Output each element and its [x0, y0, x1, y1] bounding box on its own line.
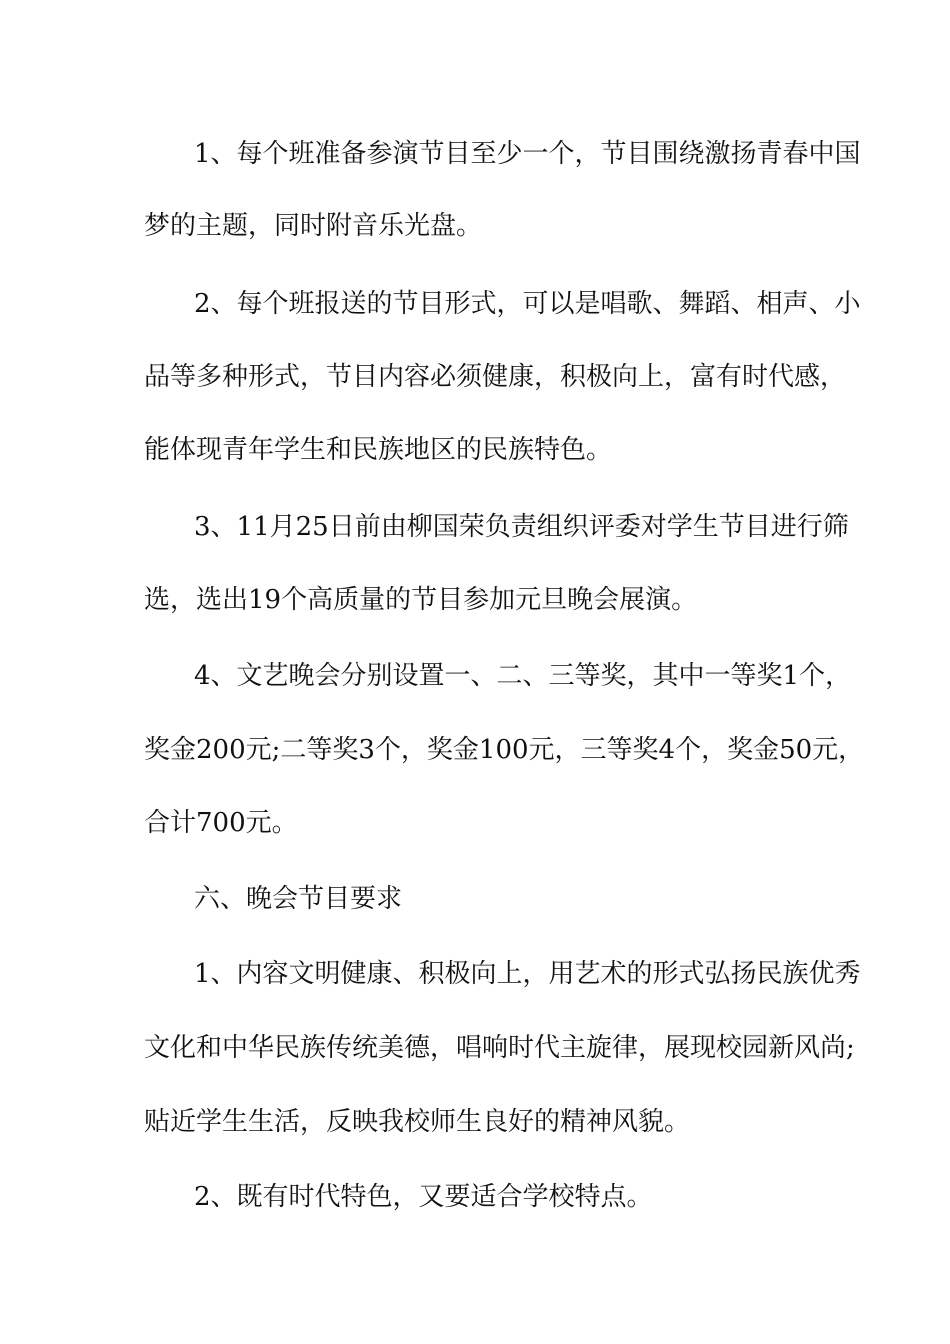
paragraph-2-line-3: 能体现青年学生和民族地区的民族特色。 [144, 435, 613, 465]
paragraph-1-line-1: 1、每个班准备参演节目至少一个，节目围绕激扬青春中国 [194, 139, 861, 169]
paragraph-4-line-1: 4、文艺晚会分别设置一、二、三等奖，其中一等奖1个， [194, 661, 852, 691]
paragraph-5-line-2: 文化和中华民族传统美德，唱响时代主旋律，展现校园新风尚; [144, 1033, 855, 1063]
section-heading-six: 六、晚会节目要求 [194, 884, 403, 914]
paragraph-5-line-1: 1、内容文明健康、积极向上，用艺术的形式弘扬民族优秀 [194, 959, 861, 989]
paragraph-4-line-2: 奖金200元;二等奖3个，奖金100元，三等奖4个，奖金50元， [144, 735, 865, 765]
paragraph-3-line-2: 选，选出19个高质量的节目参加元旦晚会展演。 [144, 585, 698, 615]
paragraph-5-line-3: 贴近学生生活，反映我校师生良好的精神风貌。 [144, 1107, 691, 1137]
paragraph-1-line-2: 梦的主题，同时附音乐光盘。 [144, 211, 483, 241]
paragraph-2-line-1: 2、每个班报送的节目形式，可以是唱歌、舞蹈、相声、小 [194, 289, 861, 319]
paragraph-4-line-3: 合计700元。 [144, 808, 298, 838]
paragraph-6-line-1: 2、既有时代特色，又要适合学校特点。 [194, 1182, 653, 1212]
paragraph-3-line-1: 3、11月25日前由柳国荣负责组织评委对学生节目进行筛 [194, 512, 849, 542]
paragraph-2-line-2: 品等多种形式，节目内容必须健康，积极向上，富有时代感， [144, 362, 847, 392]
